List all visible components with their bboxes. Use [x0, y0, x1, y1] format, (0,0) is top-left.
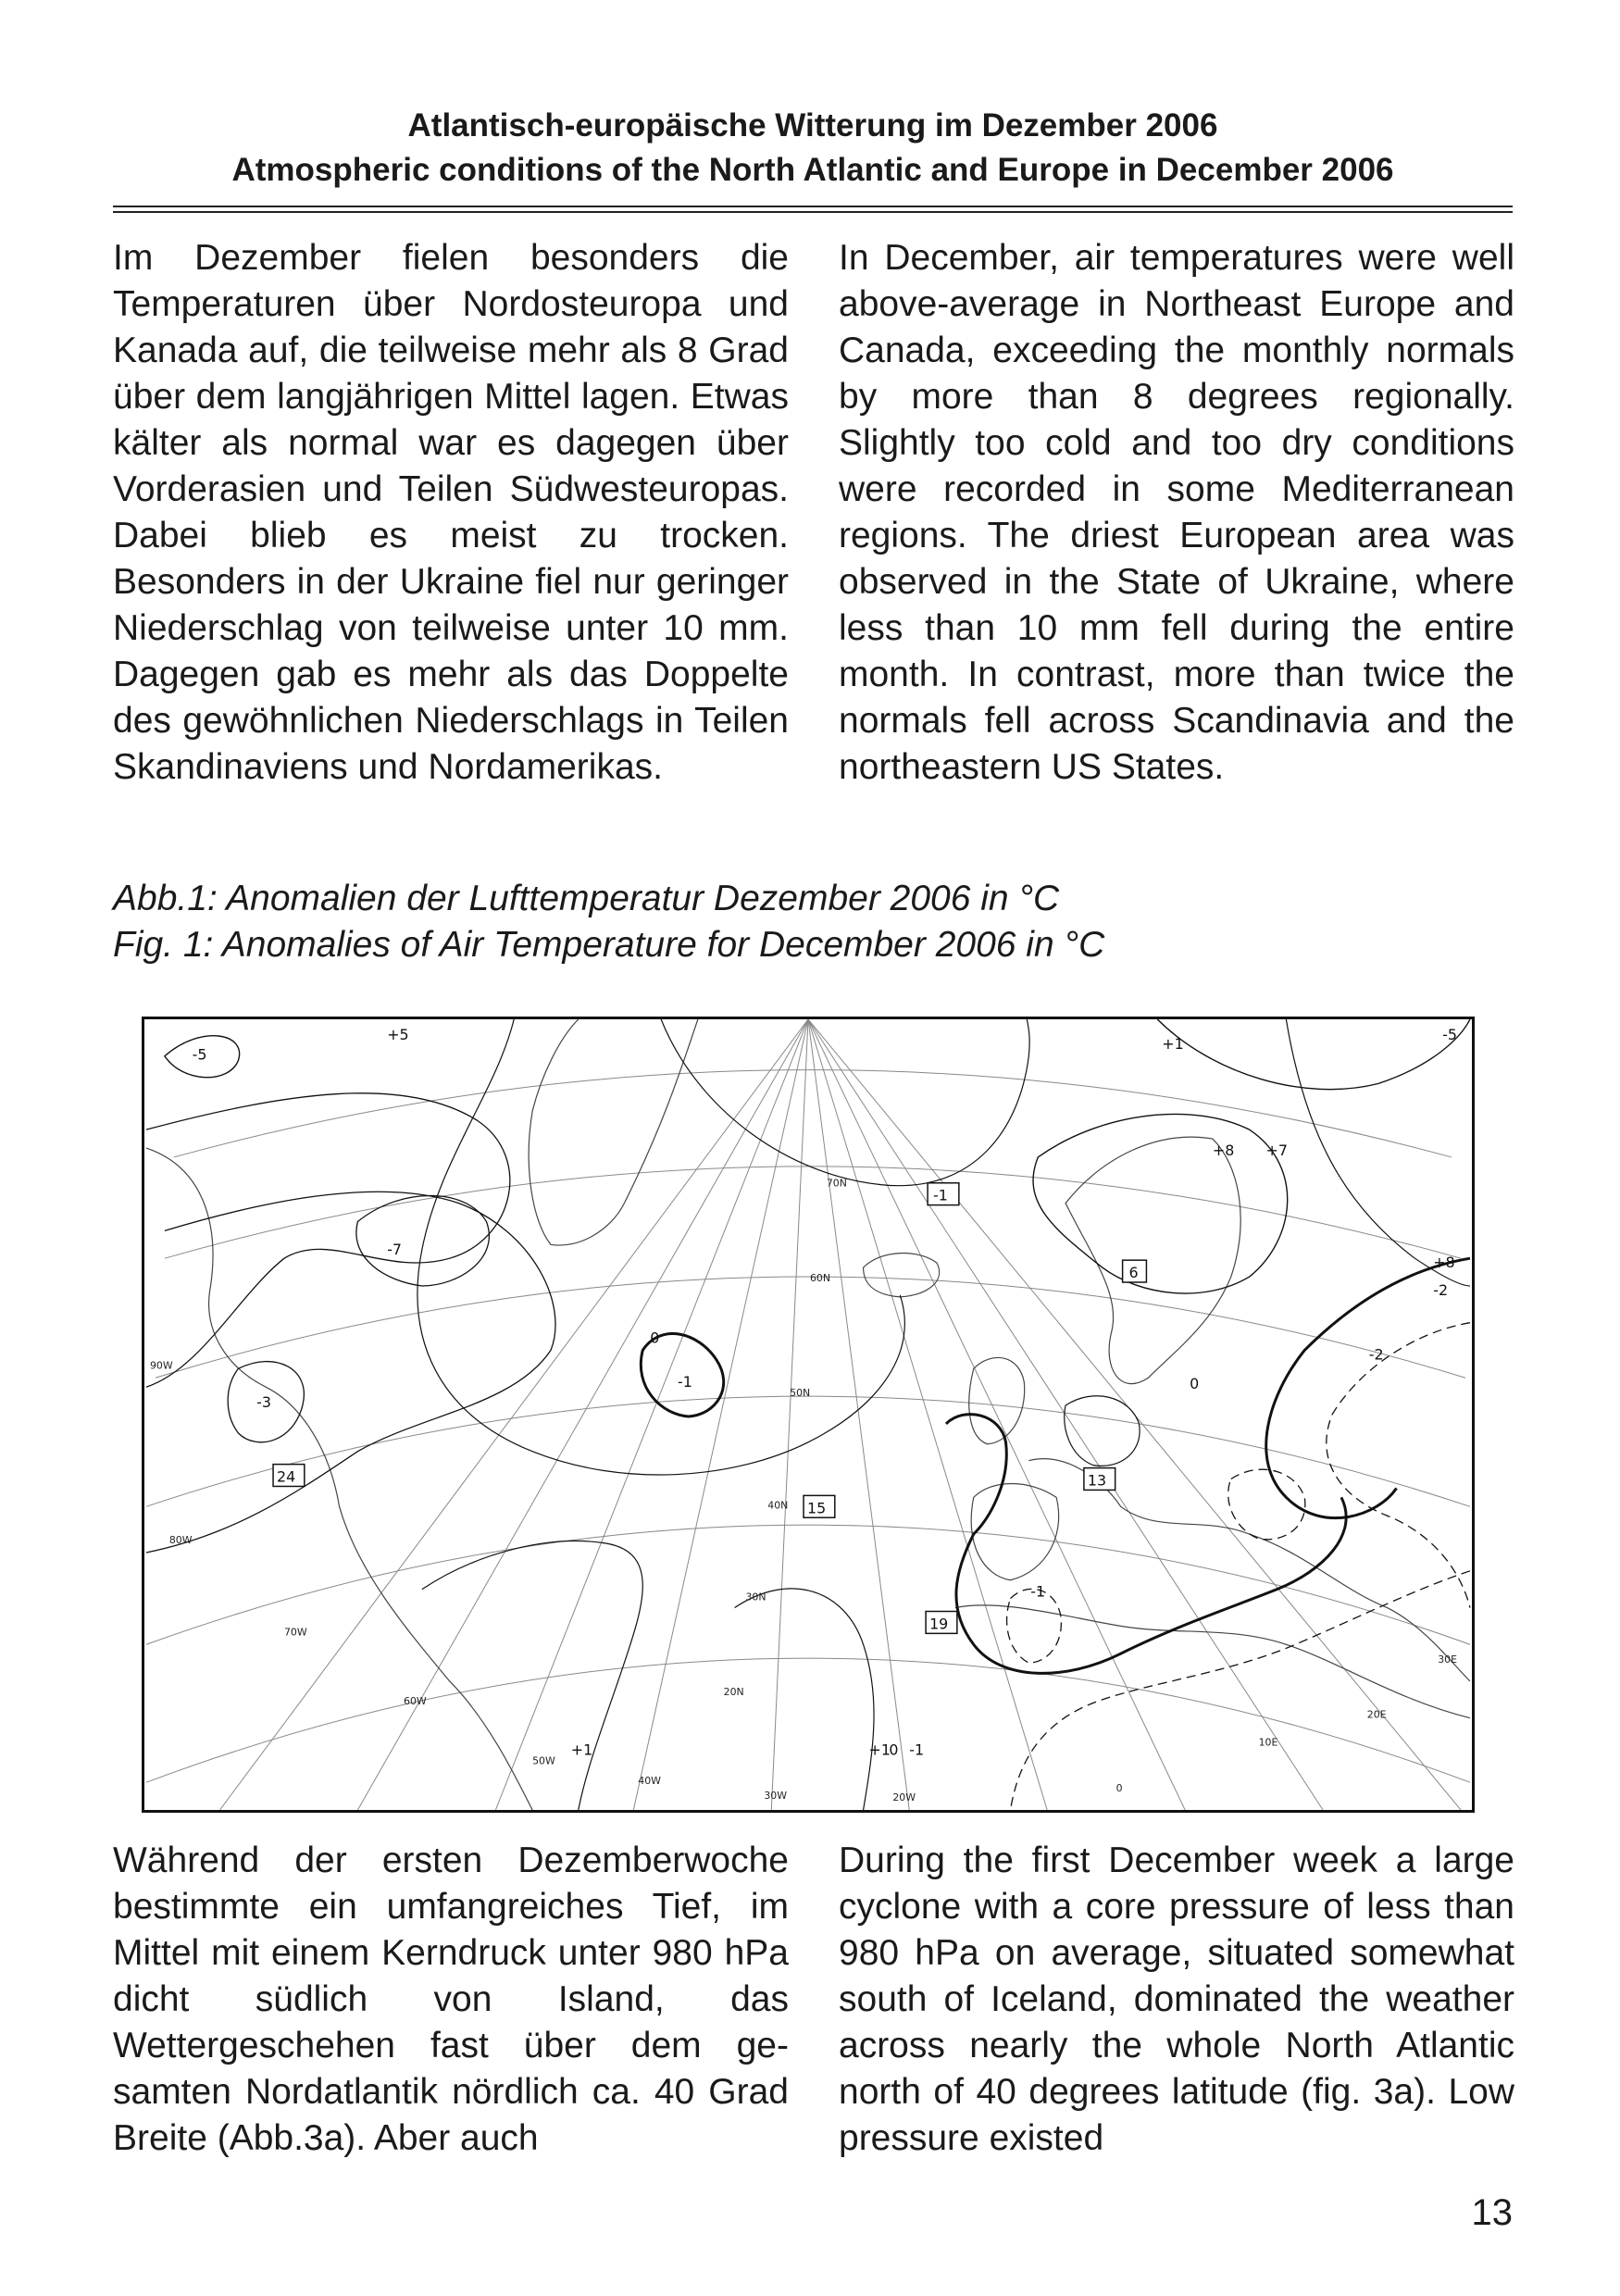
contour-value: -5 [1442, 1025, 1458, 1043]
figure-caption-german: Abb.1: Anomalien der Lufttemperatur Dezember 2006 in °C [113, 879, 1060, 918]
contour-value: +1 [868, 1741, 891, 1759]
meridian [495, 1019, 811, 1810]
contour-value: -1 [1030, 1582, 1046, 1601]
latitude-label: 60N [809, 1272, 831, 1285]
meridian [808, 1019, 1323, 1810]
latitude-labels [724, 1178, 847, 1698]
latitude-circle [156, 1277, 1465, 1378]
meridian [808, 1019, 1185, 1810]
contour-line [422, 1541, 642, 1810]
boxed-value: 24 [277, 1467, 296, 1486]
longitude-label: 90W [149, 1359, 173, 1372]
boxed-value: 6 [1128, 1264, 1139, 1282]
scandinavia-coast [1065, 1137, 1240, 1383]
contour-value: +7 [1265, 1141, 1288, 1159]
contour-value: -1 [909, 1741, 925, 1759]
contour-value: -5 [192, 1045, 207, 1064]
contour-line [146, 1192, 555, 1553]
contour-value: -1 [677, 1373, 692, 1391]
figure-caption-english: Fig. 1: Anomalies of Air Temperature for December 2006 in °C [113, 925, 1105, 965]
contour-value: -3 [256, 1393, 272, 1412]
contour-line [356, 1196, 490, 1286]
header-rule [113, 206, 1513, 207]
contour-line [1286, 1019, 1470, 1286]
longitude-label: 50W [532, 1754, 555, 1767]
longitude-label: 30E [1438, 1653, 1458, 1666]
iberia-coast [971, 1483, 1058, 1579]
meridian [771, 1019, 811, 1810]
latitude-circle [165, 1167, 1461, 1258]
meridian [808, 1019, 1047, 1810]
body-text-german-2: Während der ersten Dezemberwoche bestimmte ein umfangreiches Tief, im Mittel mit einem Kerndruck unter 980 hPa dicht südlich von Island, das Wettergeschehen fast über dem gesamten Nordatlantik nördlich ca. 40 Grad Breite (Abb.3a). Aber auch [113, 1841, 789, 2158]
contour-line [1010, 1571, 1470, 1810]
contour-value: -2 [1368, 1345, 1384, 1364]
boxed-value: -1 [933, 1186, 948, 1204]
meridian [633, 1019, 811, 1810]
contour-line [1327, 1323, 1470, 1608]
contour-value: +1 [1162, 1034, 1184, 1053]
latitude-label: 70N [826, 1177, 847, 1190]
iceland-coast [864, 1254, 940, 1297]
meridian [219, 1019, 811, 1810]
longitude-label: 70W [283, 1626, 307, 1639]
temperature-contours [146, 1019, 1470, 1810]
page-header [113, 104, 1513, 193]
latitude-label: 40N [767, 1499, 789, 1512]
contour-value: -7 [387, 1241, 403, 1259]
contour-value: -2 [1433, 1280, 1449, 1299]
contour-value: 0 [1190, 1375, 1200, 1393]
title-english: Atmospheric conditions of the North Atlantic and Europe in December 2006 [231, 152, 1394, 188]
boxed-value: 19 [929, 1615, 949, 1633]
greenland-coast [529, 1019, 698, 1245]
body-text-german-1: Im Dezember fielen besonders die Temperaturen über Nordosteuropa und Kanada auf, die teilweise mehr als 8 Grad über dem langjährigen Mittel lagen. Etwas kälter als normal war es dagegen über Vorderasien und Teilen Südwesteuropas. Dabei blieb es meist zu trocken. Besonders in der Ukraine fiel nur geringer Niederschlag von teilweise unter 10 mm. Dagegen gab es mehr als das Doppelte des gewöhnlichen Niederschlags in Teilen Skandinaviens und Nordamerikas. [113, 238, 789, 787]
longitude-label: 40W [638, 1775, 661, 1788]
contour-value-labels [193, 1026, 1457, 1759]
latitude-label: 20N [723, 1685, 744, 1698]
africa-coast [955, 1605, 1470, 1718]
longitude-label: 80W [168, 1534, 193, 1547]
contour-line [735, 1589, 874, 1810]
longitude-labels [150, 1359, 1457, 1803]
body-text-english-1: In December, air temperatures were well above-average in Northeast Europe and Canada, exceeding the monthly normals by more than 8 degrees regionally. Slightly too cold and too dry conditions were recorded in some Mediterranean regions. The driest European area was observed in the State of Ukraine, where less than 10 mm fell during the entire month. In contrast, more than twice the normals fell across Scandinavia and the northeastern US States. [839, 238, 1514, 787]
contour-line [1157, 1019, 1470, 1090]
longitude-label: 10E [1258, 1736, 1278, 1749]
temperature-anomaly-map [142, 1017, 1475, 1813]
header-rule-double [113, 211, 1513, 213]
longitude-label: 20W [892, 1791, 916, 1804]
contour-value: 0 [650, 1329, 660, 1347]
longitude-label: 30W [764, 1790, 788, 1803]
longitude-label: 20E [1366, 1708, 1387, 1721]
contour-value: +1 [570, 1741, 593, 1759]
contour-line [146, 1093, 510, 1387]
title-german: Atlantisch-europäische Witterung im Dezember 2006 [407, 107, 1218, 144]
latitude-circle [174, 1070, 1452, 1157]
latitude-circle [146, 1658, 1470, 1782]
map-svg [144, 1019, 1472, 1810]
boxed-value: 13 [1087, 1471, 1107, 1490]
longitude-label: 0 [1115, 1782, 1123, 1795]
contour-value: +8 [1433, 1254, 1455, 1272]
meridian [808, 1019, 909, 1810]
contour-value: +5 [387, 1025, 409, 1043]
contour-value: +8 [1212, 1141, 1235, 1159]
contour-line [946, 1415, 1346, 1674]
contour-line [661, 1019, 1029, 1186]
longitude-label: 60W [404, 1694, 427, 1707]
page-number: 13 [1471, 2192, 1513, 2233]
europe-coast [1028, 1459, 1470, 1681]
boxed-value: 15 [807, 1499, 827, 1517]
latitude-label: 50N [790, 1387, 811, 1400]
british-isles-coast [969, 1357, 1025, 1443]
latitude-label: 30N [745, 1591, 766, 1603]
contour-value: 0 [889, 1741, 899, 1759]
body-text-english-2: During the first December week a large cyclone with a core pressure of less than 980 hPa on average, situated somewhat south of Iceland, dominated the weather across nearly the whole North Atlantic north of 40 degrees latitude (fig. 3a). Low pressure existed [839, 1841, 1514, 2158]
